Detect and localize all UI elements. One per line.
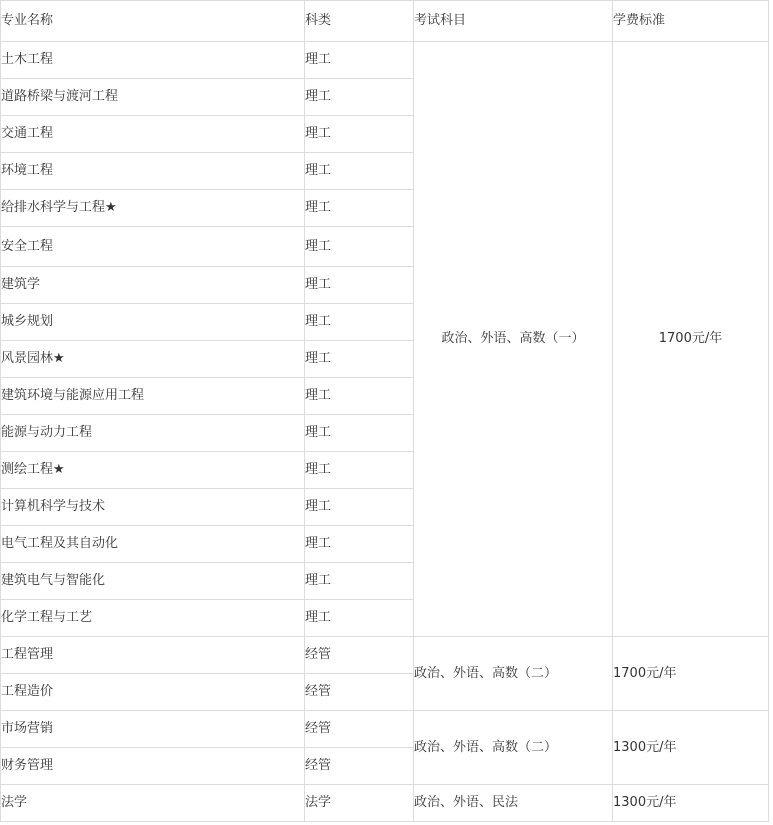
table-header-row <box>1 1 769 42</box>
major-category: 理工 <box>305 415 414 452</box>
major-category: 理工 <box>305 42 414 79</box>
major-category: 理工 <box>305 452 414 489</box>
major-category: 经管 <box>305 748 414 785</box>
major-name: 电气工程及其自动化 <box>1 526 305 563</box>
tuition-fee: 1700元/年 <box>613 42 769 637</box>
table-row <box>1 42 769 79</box>
major-name: 工程造价 <box>1 674 305 711</box>
major-name: 建筑环境与能源应用工程 <box>1 378 305 415</box>
major-name: 测绘工程★ <box>1 452 305 489</box>
major-name: 化学工程与工艺 <box>1 600 305 637</box>
table-row <box>1 711 769 748</box>
major-category: 理工 <box>305 563 414 600</box>
major-name: 计算机科学与技术 <box>1 489 305 526</box>
major-category: 理工 <box>305 600 414 637</box>
table-row <box>1 637 769 674</box>
header-exam-subjects: 考试科目 <box>414 1 613 42</box>
major-name: 工程管理 <box>1 637 305 674</box>
exam-subjects: 政治、外语、高数（二） <box>414 711 613 785</box>
exam-subjects: 政治、外语、高数（二） <box>414 637 613 711</box>
major-category: 理工 <box>305 227 414 267</box>
major-category: 理工 <box>305 341 414 378</box>
major-name: 城乡规划 <box>1 304 305 341</box>
major-category: 理工 <box>305 153 414 190</box>
major-category: 理工 <box>305 526 414 563</box>
table-row <box>1 785 769 822</box>
exam-subjects: 政治、外语、高数（一） <box>414 42 613 637</box>
major-name: 环境工程 <box>1 153 305 190</box>
major-name: 道路桥梁与渡河工程 <box>1 79 305 116</box>
major-category: 经管 <box>305 674 414 711</box>
major-name: 市场营销 <box>1 711 305 748</box>
major-name: 财务管理 <box>1 748 305 785</box>
major-name: 土木工程 <box>1 42 305 79</box>
major-category: 理工 <box>305 489 414 526</box>
exam-subjects: 政治、外语、民法 <box>414 785 613 822</box>
major-name: 交通工程 <box>1 116 305 153</box>
header-major: 专业名称 <box>1 1 305 42</box>
header-category: 科类 <box>305 1 414 42</box>
major-category: 法学 <box>305 785 414 822</box>
major-category: 理工 <box>305 378 414 415</box>
major-category: 理工 <box>305 79 414 116</box>
major-category: 理工 <box>305 267 414 304</box>
major-category: 理工 <box>305 190 414 227</box>
major-category: 经管 <box>305 637 414 674</box>
tuition-fee: 1300元/年 <box>613 785 769 822</box>
header-tuition: 学费标准 <box>613 1 769 42</box>
major-name: 能源与动力工程 <box>1 415 305 452</box>
major-category: 理工 <box>305 116 414 153</box>
major-category: 经管 <box>305 711 414 748</box>
major-category: 理工 <box>305 304 414 341</box>
major-name: 建筑学 <box>1 267 305 304</box>
tuition-fee: 1700元/年 <box>613 637 769 711</box>
major-name: 法学 <box>1 785 305 822</box>
major-name: 建筑电气与智能化 <box>1 563 305 600</box>
tuition-fee: 1300元/年 <box>613 711 769 785</box>
major-name: 风景园林★ <box>1 341 305 378</box>
major-name: 给排水科学与工程★ <box>1 190 305 227</box>
major-name: 安全工程 <box>1 227 305 267</box>
